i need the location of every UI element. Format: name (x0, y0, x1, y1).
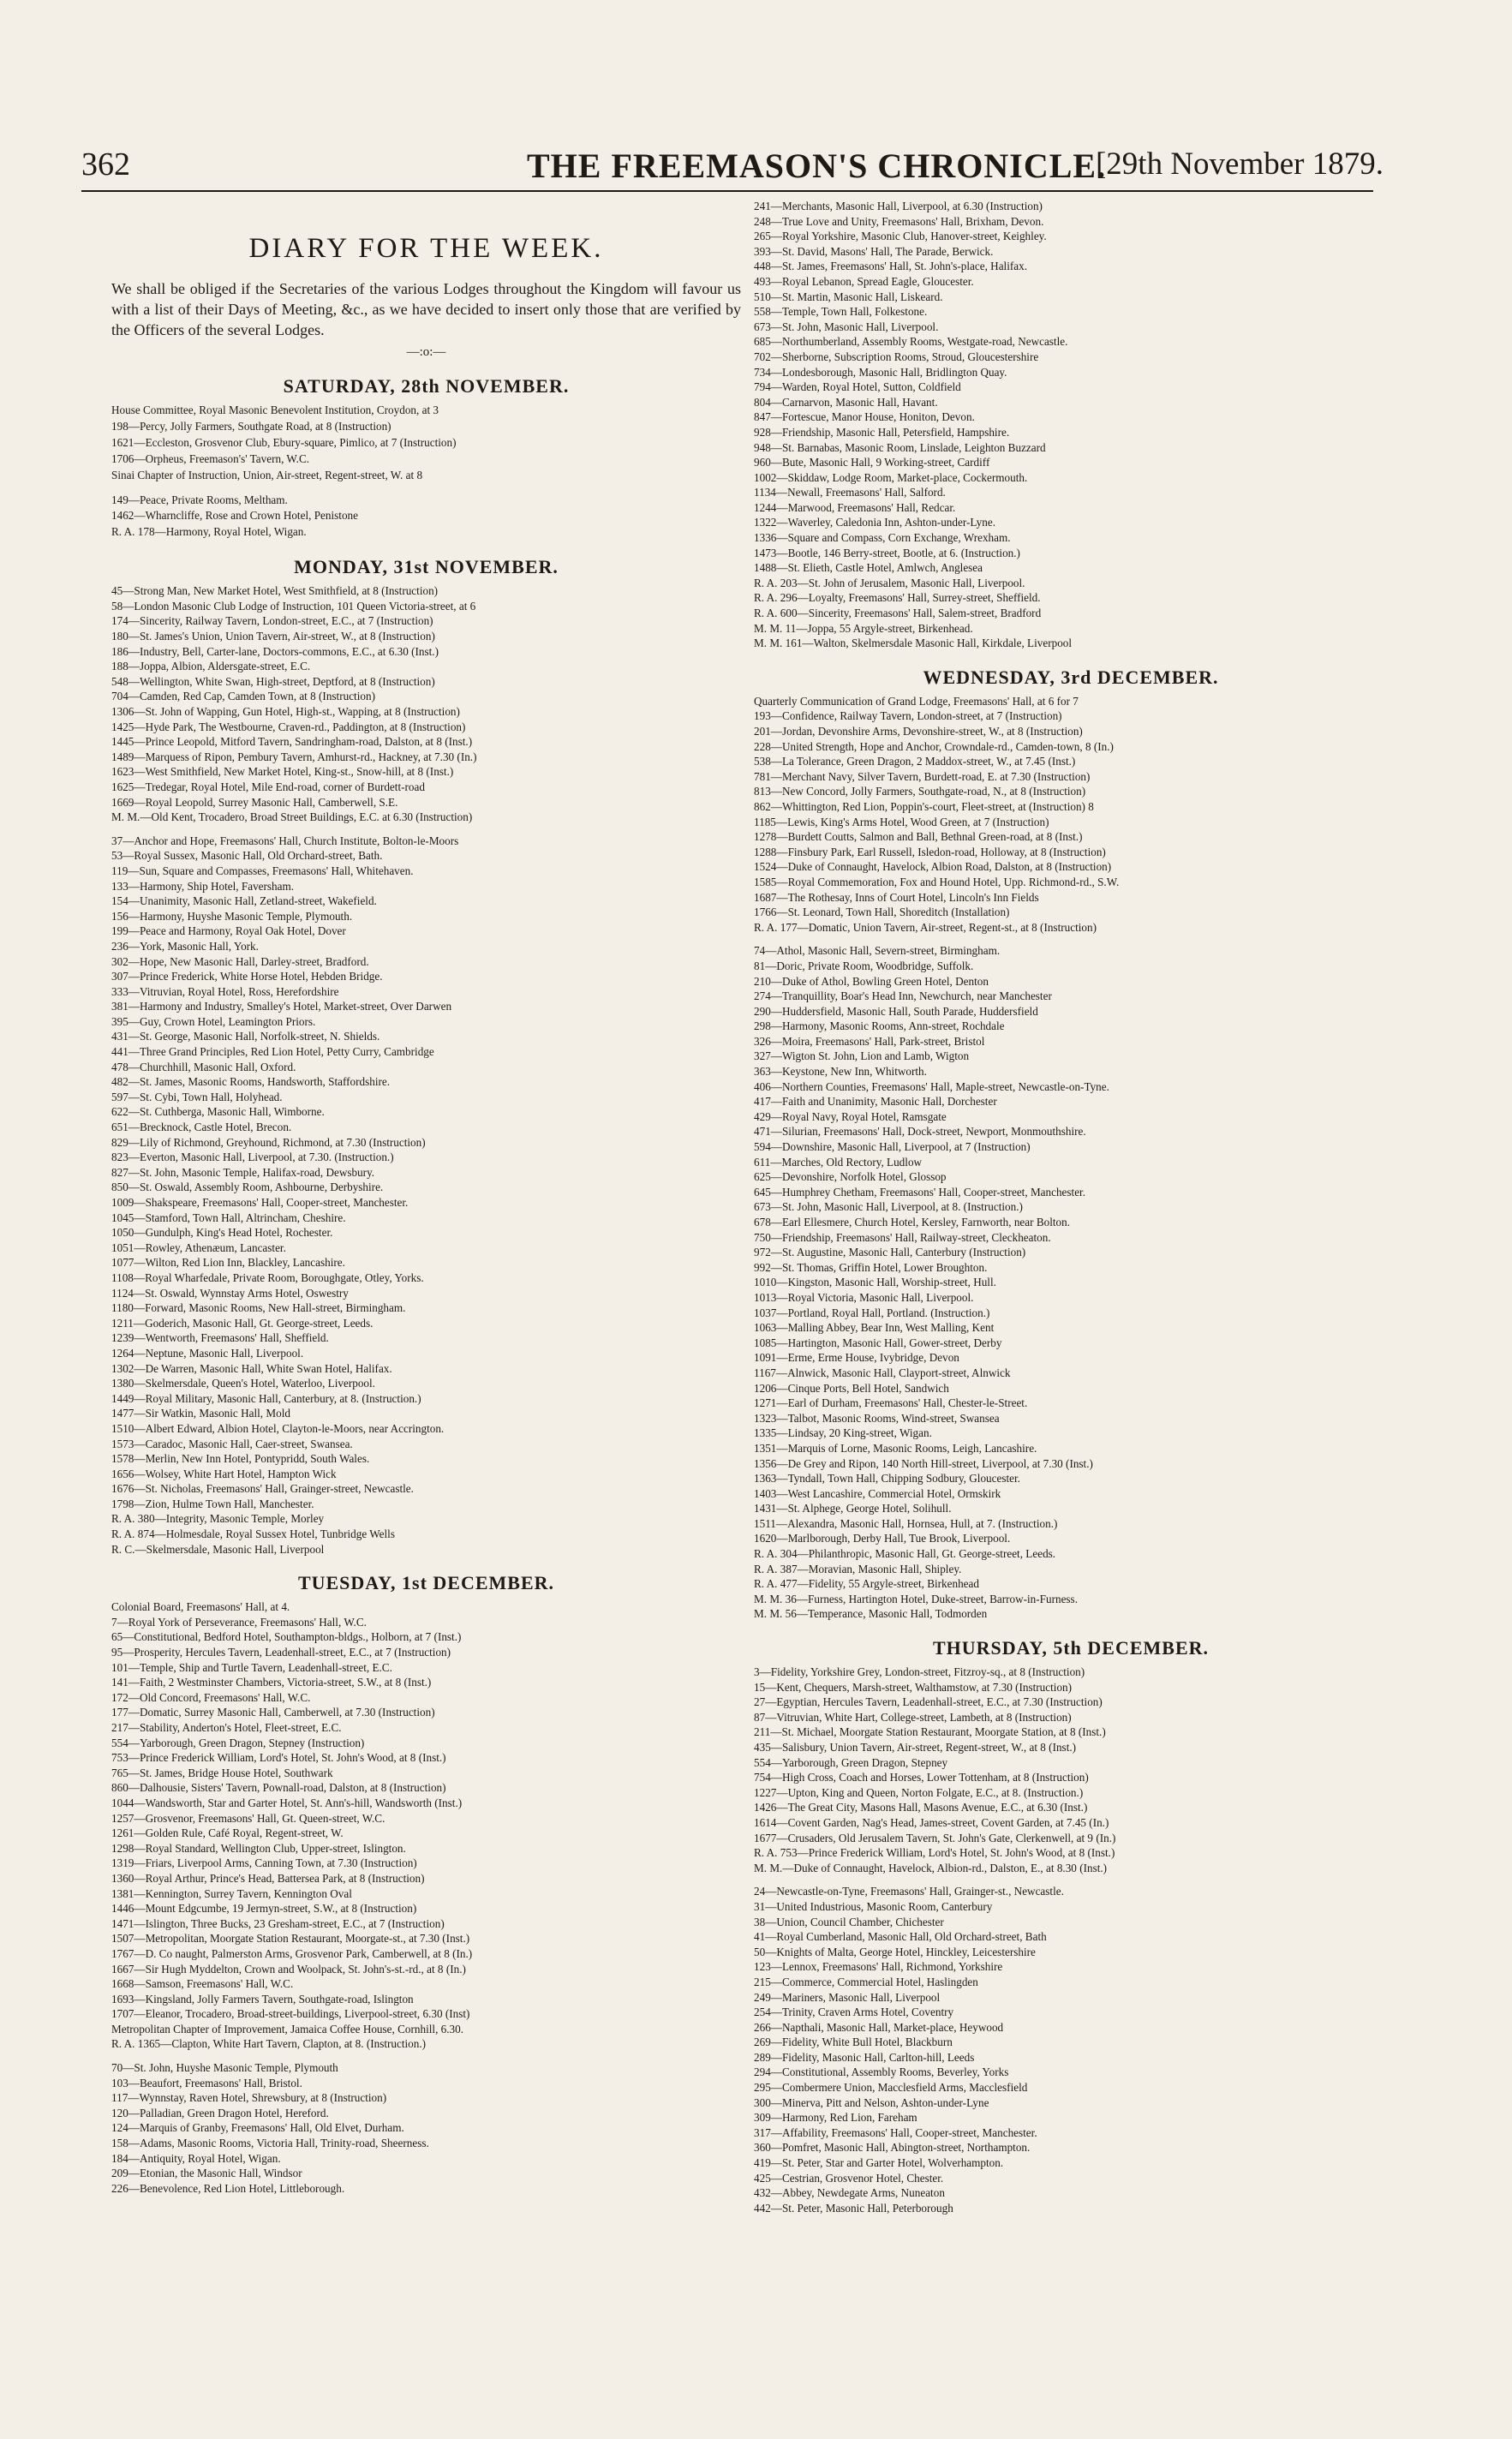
lodge-entry: 972—St. Augustine, Masonic Hall, Canterbury (Instruction) (754, 1246, 1026, 1259)
lodge-entry: 1108—Royal Wharfedale, Private Room, Boroughgate, Otley, Yorks. (111, 1270, 424, 1284)
lodge-entry: 850—St. Oswald, Assembly Room, Ashbourne, Derbyshire. (111, 1181, 384, 1194)
lodge-entry: 1010—Kingston, Masonic Hall, Worship-street, Hull. (754, 1276, 996, 1289)
lodge-entry: 290—Huddersfield, Masonic Hall, South Parade, Huddersfield (754, 1004, 1038, 1018)
lodge-entry: R. A. 380—Integrity, Masonic Temple, Morley (111, 1512, 325, 1526)
lodge-entry: 38—Union, Council Chamber, Chichester (754, 1915, 944, 1928)
right-column (754, 199, 1388, 2413)
lodge-entry: 363—Keystone, New Inn, Whitworth. (754, 1065, 927, 1079)
lodge-entry: 177—Domatic, Surrey Masonic Hall, Camberwell, at 7.30 (Instruction) (111, 1706, 435, 1719)
lodge-entry: R. A. 296—Loyalty, Freemasons' Hall, Surrey-street, Sheffield. (754, 591, 1041, 605)
lodge-entry: 381—Harmony and Industry, Smalley's Hotel, Market-street, Over Darwen (111, 1000, 452, 1013)
lodge-entry: 406—Northern Counties, Freemasons' Hall, Maple-street, Newcastle-on-Tyne. (754, 1079, 1109, 1093)
lodge-entry: 1462—Wharncliffe, Rose and Crown Hotel, Penistone (111, 509, 358, 523)
lodge-entry: 804—Carnarvon, Masonic Hall, Havant. (754, 395, 938, 409)
lodge-entry: 298—Harmony, Masonic Rooms, Ann-street, Rochdale (754, 1019, 1005, 1033)
lodge-entry: Metropolitan Chapter of Improvement, Jamaica Coffee House, Cornhill, 6.30. (111, 2022, 464, 2035)
lodge-entry: 1446—Mount Edgcumbe, 19 Jermyn-street, S.W., at 8 (Instruction) (111, 1902, 417, 1916)
lodge-entry: 241—Merchants, Masonic Hall, Liverpool, at 6.30 (Instruction) (754, 200, 1043, 212)
lodge-entry: R. A. 203—St. John of Jerusalem, Masonic Hall, Liverpool. (754, 576, 1025, 589)
lodge-entry: 1471—Islington, Three Bucks, 23 Gresham-street, E.C., at 7 (Instruction) (111, 1916, 445, 1930)
lodge-entry: M. M. 161—Walton, Skelmersdale Masonic Hall, Kirkdale, Liverpool (754, 637, 1073, 650)
lodge-entry: M. M.—Old Kent, Trocadero, Broad Street Buildings, E.C. at 6.30 (Instruction) (111, 810, 473, 824)
lodge-entry: 597—St. Cybi, Town Hall, Holyhead. (111, 1090, 283, 1103)
lodge-entry: 794—Warden, Royal Hotel, Sutton, Coldfield (754, 380, 961, 394)
lodge-entry: 123—Lennox, Freemasons' Hall, Richmond, Yorkshire (754, 1960, 1003, 1974)
lodge-entry: 184—Antiquity, Royal Hotel, Wigan. (111, 2151, 281, 2165)
lodge-entry: 1044—Wandsworth, Star and Garter Hotel, St. Ann's-hill, Wandsworth (Inst.) (111, 1796, 463, 1809)
lodge-entry: 1002—Skiddaw, Lodge Room, Market-place, Cockermouth. (754, 470, 1028, 484)
lodge-entry: 594—Downshire, Masonic Hall, Liverpool, at 7 (Instruction) (754, 1140, 1031, 1154)
lodge-entry: 554—Yarborough, Green Dragon, Stepney (Instruction) (111, 1736, 365, 1749)
lodge-entry: 154—Unanimity, Masonic Hall, Zetland-street, Wakefield. (111, 894, 377, 908)
lodge-entry: 1167—Alnwick, Masonic Hall, Clayport-street, Alnwick (754, 1366, 1011, 1379)
lodge-entry: 309—Harmony, Red Lion, Fareham (754, 2111, 917, 2125)
lodge-entry: 1288—Finsbury Park, Earl Russell, Isledon-road, Holloway, at 8 (Instruction) (754, 845, 1106, 858)
lodge-entry: 1625—Tredegar, Royal Hotel, Mile End-road, corner of Burdett-road (111, 780, 425, 793)
lodge-entry: 172—Old Concord, Freemasons' Hall, W.C. (111, 1690, 311, 1704)
lodge-entry: 1585—Royal Commemoration, Fox and Hound Hotel, Upp. Richmond-rd., S.W. (754, 875, 1120, 888)
lodge-entry: 510—St. Martin, Masonic Hall, Liskeard. (754, 290, 943, 303)
lodge-entry: 186—Industry, Bell, Carter-lane, Doctors-commons, E.C., at 6.30 (Inst.) (111, 644, 439, 658)
lodge-entry: 429—Royal Navy, Royal Hotel, Ramsgate (754, 1109, 947, 1123)
lodge-entry: 81—Doric, Private Room, Woodbridge, Suffolk. (754, 959, 974, 972)
thursday-london-list (754, 1665, 1388, 1875)
lodge-entry: 435—Salisbury, Union Tavern, Air-street, Regent-street, W., at 8 (Inst.) (754, 1741, 1077, 1754)
lodge-entry: 41—Royal Cumberland, Masonic Hall, Old Orchard-street, Bath (754, 1930, 1047, 1944)
lodge-entry: 1669—Royal Leopold, Surrey Masonic Hall, Camberwell, S.E. (111, 795, 398, 809)
tuesday-continued-list (754, 199, 1388, 651)
lodge-entry: 1037—Portland, Royal Hall, Portland. (Instruction.) (754, 1306, 990, 1319)
lodge-entry: 1051—Rowley, Athenæum, Lancaster. (111, 1240, 286, 1254)
lodge-entry: 1271—Earl of Durham, Freemasons' Hall, Chester-le-Street. (754, 1396, 1028, 1410)
lodge-entry: 289—Fidelity, Masonic Hall, Carlton-hill, Leeds (754, 2050, 975, 2064)
lodge-entry: R. A. 178—Harmony, Royal Hotel, Wigan. (111, 525, 307, 539)
lodge-entry: 1185—Lewis, King's Arms Hotel, Wood Green, at 7 (Instruction) (754, 815, 1049, 828)
lodge-entry: 27—Egyptian, Hercules Tavern, Leadenhall-street, E.C., at 7.30 (Instruction) (754, 1695, 1103, 1709)
lodge-entry: 199—Peace and Harmony, Royal Oak Hotel, Dover (111, 924, 346, 938)
saturday-london-list (111, 403, 741, 484)
lodge-entry: 37—Anchor and Hope, Freemasons' Hall, Church Institute, Bolton-le-Moors (111, 834, 459, 847)
lodge-entry: House Committee, Royal Masonic Benevolent Institution, Croydon, at 3 (111, 404, 439, 416)
lodge-entry: 992—St. Thomas, Griffin Hotel, Lower Broughton. (754, 1260, 988, 1274)
lodge-entry: 558—Temple, Town Hall, Folkestone. (754, 305, 928, 319)
lodge-entry: 58—London Masonic Club Lodge of Instruction, 101 Queen Victoria-street, at 6 (111, 599, 476, 613)
lodge-entry: 3—Fidelity, Yorkshire Grey, London-street, Fitzroy-sq., at 8 (Instruction) (754, 1665, 1085, 1679)
lodge-entry: 827—St. John, Masonic Temple, Halifax-road, Dewsbury. (111, 1165, 375, 1179)
lodge-entry: 1335—Lindsay, 20 King-street, Wigan. (754, 1426, 932, 1440)
lodge-entry: 1426—The Great City, Masons Hall, Masons Avenue, E.C., at 6.30 (Inst.) (754, 1801, 1088, 1814)
lodge-entry: 274—Tranquillity, Boar's Head Inn, Newchurch, near Manchester (754, 989, 1052, 1003)
lodge-entry: 823—Everton, Masonic Hall, Liverpool, at 7.30. (Instruction.) (111, 1151, 394, 1164)
lodge-entry: 1264—Neptune, Masonic Hall, Liverpool. (111, 1346, 304, 1360)
lodge-entry: 1319—Friars, Liverpool Arms, Canning Town, at 7.30 (Instruction) (111, 1856, 417, 1870)
lodge-entry: 1050—Gundulph, King's Head Hotel, Rochester. (111, 1226, 333, 1240)
lodge-entry: 124—Marquis of Granby, Freemasons' Hall, Old Elvet, Durham. (111, 2121, 404, 2135)
lodge-entry: 269—Fidelity, White Bull Hotel, Blackburn (754, 2035, 953, 2049)
lodge-entry: 1507—Metropolitan, Moorgate Station Restaurant, Moorgate-st., at 7.30 (Inst.) (111, 1932, 470, 1946)
lodge-entry: 266—Napthali, Masonic Hall, Market-place, Heywood (754, 2020, 1004, 2034)
lodge-entry: 734—Londesborough, Masonic Hall, Bridlington Quay. (754, 365, 1007, 379)
lodge-entry: Colonial Board, Freemasons' Hall, at 4. (111, 1600, 290, 1614)
lodge-entry: 248—True Love and Unity, Freemasons' Hall, Brixham, Devon. (754, 214, 1044, 228)
lodge-entry: 538—La Tolerance, Green Dragon, 2 Maddox-street, W., at 7.45 (Inst.) (754, 755, 1076, 768)
lodge-entry: 1363—Tyndall, Town Hall, Chipping Sodbury, Gloucester. (754, 1472, 1020, 1486)
lodge-entry: 1045—Stamford, Town Hall, Altrincham, Cheshire. (111, 1211, 346, 1224)
saturday-provincial-list (111, 493, 741, 541)
lodge-entry: 211—St. Michael, Moorgate Station Restaurant, Moorgate Station, at 8 (Inst.) (754, 1725, 1106, 1739)
lodge-entry: 1706—Orpheus, Freemason's' Tavern, W.C. (111, 451, 310, 465)
lodge-entry: 471—Silurian, Freemasons' Hall, Dock-street, Newport, Monmouthshire. (754, 1125, 1086, 1139)
lodge-entry: 448—St. James, Freemasons' Hall, St. John's-place, Halifax. (754, 260, 1028, 273)
lodge-entry: 750—Friendship, Freemasons' Hall, Railway-street, Cleckheaton. (754, 1230, 1051, 1244)
lodge-entry: 1524—Duke of Connaught, Havelock, Albion Road, Dalston, at 8 (Instruction) (754, 860, 1112, 874)
lodge-entry: 1656—Wolsey, White Hart Hotel, Hampton Wick (111, 1467, 337, 1480)
lodge-entry: 395—Guy, Crown Hotel, Leamington Priors. (111, 1014, 316, 1028)
lodge-entry: 119—Sun, Square and Compasses, Freemasons' Hall, Whitehaven. (111, 864, 414, 877)
lodge-entry: 1431—St. Alphege, George Hotel, Solihull. (754, 1502, 952, 1515)
lodge-entry: 201—Jordan, Devonshire Arms, Devonshire-street, W., at 8 (Instruction) (754, 725, 1083, 738)
lodge-entry: 307—Prince Frederick, White Horse Hotel, Hebden Bridge. (111, 970, 383, 983)
lodge-entry: 493—Royal Lebanon, Spread Eagle, Gloucester. (754, 274, 974, 288)
lodge-entry: 265—Royal Yorkshire, Masonic Club, Hanover-street, Keighley. (754, 230, 1047, 243)
lodge-entry: 611—Marches, Old Rectory, Ludlow (754, 1155, 923, 1169)
lodge-entry: 678—Earl Ellesmere, Church Hotel, Kersley, Farnworth, near Bolton. (754, 1216, 1071, 1228)
lodge-entry: 1623—West Smithfield, New Market Hotel, King-st., Snow-hill, at 8 (Inst.) (111, 765, 454, 779)
lodge-entry: 1767—D. Co naught, Palmerston Arms, Grosvenor Park, Camberwell, at 8 (In.) (111, 1946, 473, 1960)
lodge-entry: 1380—Skelmersdale, Queen's Hotel, Waterloo, Liverpool. (111, 1377, 375, 1390)
lodge-entry: 1693—Kingsland, Jolly Farmers Tavern, Southgate-road, Islington (111, 1992, 414, 2006)
lodge-entry: 1322—Waverley, Caledonia Inn, Ashton-under-Lyne. (754, 516, 996, 529)
lodge-entry: M. M. 56—Temperance, Masonic Hall, Todmorden (754, 1607, 988, 1621)
lodge-entry: 393—St. David, Masons' Hall, The Parade, Berwick. (754, 244, 994, 258)
lodge-entry: 482—St. James, Masonic Rooms, Handsworth, Staffordshire. (111, 1075, 391, 1089)
lodge-entry: 1766—St. Leonard, Town Hall, Shoreditch (Installation) (754, 906, 1010, 919)
lodge-entry: 53—Royal Sussex, Masonic Hall, Old Orchard-street, Bath. (111, 849, 383, 863)
lodge-entry: 754—High Cross, Coach and Horses, Lower Tottenham, at 8 (Instruction) (754, 1771, 1089, 1784)
lodge-entry: 254—Trinity, Craven Arms Hotel, Coventry (754, 2006, 954, 2019)
lodge-entry: 1620—Marlborough, Derby Hall, Tue Brook, Liverpool. (754, 1532, 1011, 1545)
lodge-entry: 133—Harmony, Ship Hotel, Faversham. (111, 879, 295, 893)
lodge-entry: 702—Sherborne, Subscription Rooms, Stroud, Gloucestershire (754, 350, 1039, 363)
lodge-entry: 829—Lily of Richmond, Greyhound, Richmond, at 7.30 (Instruction) (111, 1135, 426, 1149)
lodge-entry: 193—Confidence, Railway Tavern, London-street, at 7 (Instruction) (754, 709, 1062, 723)
lodge-entry: 673—St. John, Masonic Hall, Liverpool, at 8. (Instruction.) (754, 1200, 1023, 1214)
lodge-entry: 1707—Eleanor, Trocadero, Broad-street-buildings, Liverpool-street, 6.30 (Inst) (111, 2007, 470, 2021)
lodge-entry: R. C.—Skelmersdale, Masonic Hall, Liverpool (111, 1542, 325, 1556)
lodge-entry: 174—Sincerity, Railway Tavern, London-street, E.C., at 7 (Instruction) (111, 614, 433, 628)
lodge-entry: 1449—Royal Military, Masonic Hall, Canterbury, at 8. (Instruction.) (111, 1391, 421, 1405)
lodge-entry: 1180—Forward, Masonic Rooms, New Hall-street, Birmingham. (111, 1301, 406, 1315)
lodge-entry: 847—Fortescue, Manor House, Honiton, Devon. (754, 410, 975, 424)
lodge-entry: 948—St. Barnabas, Masonic Room, Linslade, Leighton Buzzard (754, 440, 1046, 454)
lodge-entry: 478—Churchhill, Masonic Hall, Oxford. (111, 1060, 296, 1073)
lodge-entry: 548—Wellington, White Swan, High-street, Deptford, at 8 (Instruction) (111, 674, 435, 688)
lodge-entry: 74—Athol, Masonic Hall, Severn-street, Birmingham. (754, 944, 1001, 958)
lodge-entry: 1489—Marquess of Ripon, Pembury Tavern, Amhurst-rd., Hackney, at 7.30 (In.) (111, 750, 477, 763)
separator: —:o:— (406, 345, 446, 359)
lodge-entry: R. A. 1365—Clapton, White Hart Tavern, Clapton, at 8. (Instruction.) (111, 2037, 427, 2051)
lodge-entry: 1323—Talbot, Masonic Rooms, Wind-street, Swansea (754, 1411, 1000, 1425)
lodge-entry: 101—Temple, Ship and Turtle Tavern, Leadenhall-street, E.C. (111, 1660, 392, 1674)
lodge-entry: 50—Knights of Malta, George Hotel, Hinckley, Leicestershire (754, 1945, 1036, 1958)
lodge-entry: 1403—West Lancashire, Commercial Hotel, Ormskirk (754, 1486, 1001, 1500)
lodge-entry: 7—Royal York of Perseverance, Freemasons' Hall, W.C. (111, 1615, 367, 1629)
lodge-entry: 645—Humphrey Chetham, Freemasons' Hall, Cooper-street, Manchester. (754, 1185, 1086, 1199)
lodge-entry: 326—Moira, Freemasons' Hall, Park-street, Bristol (754, 1034, 985, 1048)
lodge-entry: 1077—Wilton, Red Lion Inn, Blackley, Lancashire. (111, 1256, 345, 1270)
lodge-entry: R. A. 874—Holmesdale, Royal Sussex Hotel, Tunbridge Wells (111, 1527, 395, 1541)
lodge-entry: 360—Pomfret, Masonic Hall, Abington-street, Northampton. (754, 2141, 1031, 2155)
lodge-entry: 24—Newcastle-on-Tyne, Freemasons' Hall, Grainger-st., Newcastle. (754, 1885, 1064, 1898)
publication-title: THE FREEMASON'S CHRONICLE. (527, 146, 1107, 185)
lodge-entry: 249—Mariners, Masonic Hall, Liverpool (754, 1990, 941, 2004)
lodge-entry: 419—St. Peter, Star and Garter Hotel, Wolverhampton. (754, 2156, 1004, 2170)
lodge-entry: 1351—Marquis of Lorne, Masonic Rooms, Leigh, Lancashire. (754, 1441, 1037, 1455)
lodge-entry: 120—Palladian, Green Dragon Hotel, Hereford. (111, 2106, 329, 2119)
left-column (111, 199, 741, 2413)
lodge-entry: 209—Etonian, the Masonic Hall, Windsor (111, 2167, 302, 2180)
lodge-entry: 1676—St. Nicholas, Freemasons' Hall, Grainger-street, Newcastle. (111, 1482, 414, 1496)
wednesday-provincial-list (754, 943, 1388, 1622)
lodge-entry: 1336—Square and Compass, Corn Exchange, Wrexham. (754, 531, 1011, 545)
lodge-entry: 862—Whittington, Red Lion, Poppin's-court, Fleet-street, at (Instruction) 8 (754, 799, 1094, 813)
lodge-entry: 1381—Kennington, Surrey Tavern, Kennington Oval (111, 1886, 352, 1900)
lodge-entry: 442—St. Peter, Masonic Hall, Peterborough (754, 2201, 953, 2215)
lodge-entry: 1091—Erme, Erme House, Ivybridge, Devon (754, 1351, 959, 1365)
lodge-entry: 432—Abbey, Newdegate Arms, Nuneaton (754, 2186, 945, 2200)
lodge-entry: 300—Minerva, Pitt and Nelson, Ashton-under-Lyne (754, 2095, 989, 2109)
page-header (81, 146, 1384, 188)
lodge-entry: 1488—St. Elieth, Castle Hotel, Amlwch, Anglesea (754, 561, 983, 575)
lodge-entry: 188—Joppa, Albion, Aldersgate-street, E.C. (111, 660, 311, 673)
lodge-entry: 685—Northumberland, Assembly Rooms, Westgate-road, Newcastle. (754, 335, 1068, 349)
lodge-entry: 1124—St. Oswald, Wynnstay Arms Hotel, Oswestry (111, 1286, 349, 1300)
lodge-entry: 622—St. Cuthberga, Masonic Hall, Wimborne. (111, 1105, 325, 1119)
lodge-entry: 1298—Royal Standard, Wellington Club, Upper-street, Islington. (111, 1841, 406, 1855)
lodge-entry: 1009—Shakspeare, Freemasons' Hall, Cooper-street, Manchester. (111, 1196, 409, 1209)
tuesday-provincial-list (111, 2060, 741, 2196)
lodge-entry: 333—Vitruvian, Royal Hotel, Ross, Herefordshire (111, 984, 339, 998)
lodge-entry: 554—Yarborough, Green Dragon, Stepney (754, 1755, 948, 1769)
lodge-entry: 141—Faith, 2 Westminster Chambers, Victoria-street, S.W., at 8 (Inst.) (111, 1676, 432, 1689)
lodge-entry: 1667—Sir Hugh Myddelton, Crown and Woolpack, St. John's-st.-rd., at 8 (In.) (111, 1962, 466, 1976)
day-heading-saturday: SATURDAY, 28th NOVEMBER. (283, 375, 570, 397)
lodge-entry: 294—Constitutional, Assembly Rooms, Beverley, Yorks (754, 2065, 1009, 2079)
lodge-entry: 1614—Covent Garden, Nag's Head, James-street, Covent Garden, at 7.45 (In.) (754, 1815, 1109, 1829)
lodge-entry: 103—Beaufort, Freemasons' Hall, Bristol. (111, 2076, 302, 2089)
lodge-entry: 431—St. George, Masonic Hall, Norfolk-street, N. Shields. (111, 1030, 380, 1043)
lodge-entry: 960—Bute, Masonic Hall, 9 Working-street, Cardiff (754, 456, 990, 469)
monday-london-list (111, 583, 741, 825)
lodge-entry: 928—Friendship, Masonic Hall, Petersfield, Hampshire. (754, 425, 1010, 439)
lodge-entry: 1573—Caradoc, Masonic Hall, Caer-street, Swansea. (111, 1437, 353, 1450)
lodge-entry: 417—Faith and Unanimity, Masonic Hall, Dorchester (754, 1095, 997, 1109)
lodge-entry: 217—Stability, Anderton's Hotel, Fleet-street, E.C. (111, 1721, 342, 1734)
lodge-entry: M. M.—Duke of Connaught, Havelock, Albion-rd., Dalston, E., at 8.30 (Inst.) (754, 1861, 1108, 1874)
lodge-entry: 1306—St. John of Wapping, Gun Hotel, High-st., Wapping, at 8 (Instruction) (111, 705, 460, 718)
lodge-entry: 1227—Upton, King and Queen, Norton Folgate, E.C., at 8. (Instruction.) (754, 1785, 1084, 1799)
lodge-entry: R. A. 477—Fidelity, 55 Argyle-street, Birkenhead (754, 1577, 979, 1591)
lodge-entry: 302—Hope, New Masonic Hall, Darley-street, Bradford. (111, 954, 369, 968)
lodge-entry: 1302—De Warren, Masonic Hall, White Swan Hotel, Halifax. (111, 1361, 392, 1375)
lodge-entry: 1356—De Grey and Ripon, 140 North Hill-street, Liverpool, at 7.30 (Inst.) (754, 1456, 1093, 1470)
lodge-entry: 1085—Hartington, Masonic Hall, Gower-street, Derby (754, 1336, 1002, 1349)
day-heading-thursday: THURSDAY, 5th DECEMBER. (932, 1637, 1210, 1659)
lodge-entry: 156—Harmony, Huyshe Masonic Temple, Plymouth. (111, 909, 353, 923)
lodge-entry: 1445—Prince Leopold, Mitford Tavern, Sandringham-road, Dalston, at 8 (Inst.) (111, 735, 473, 749)
lodge-entry: 327—Wigton St. John, Lion and Lamb, Wigton (754, 1049, 970, 1063)
lodge-entry: M. M. 36—Furness, Hartington Hotel, Duke-street, Barrow-in-Furness. (754, 1592, 1078, 1605)
lodge-entry: 813—New Concord, Jolly Farmers, Southgate-road, N., at 8 (Instruction) (754, 785, 1086, 798)
lodge-entry: 1206—Cinque Ports, Bell Hotel, Sandwich (754, 1381, 949, 1395)
lodge-entry: 1510—Albert Edward, Albion Hotel, Clayton-le-Moors, near Accrington. (111, 1421, 445, 1435)
lodge-entry: 753—Prince Frederick William, Lord's Hotel, St. John's Wood, at 8 (Inst.) (111, 1751, 446, 1765)
lodge-entry: 198—Percy, Jolly Farmers, Southgate Road, at 8 (Instruction) (111, 419, 391, 433)
lodge-entry: 425—Cestrian, Grosvenor Hotel, Chester. (754, 2171, 944, 2185)
lodge-entry: 765—St. James, Bridge House Hotel, Southwark (111, 1766, 333, 1779)
lodge-entry: R. A. 177—Domatic, Union Tavern, Air-street, Regent-st., at 8 (Instruction) (754, 920, 1097, 934)
header-rule (81, 190, 1373, 192)
page-number: 362 (81, 146, 130, 182)
lodge-entry: 1211—Goderich, Masonic Hall, Gt. George-street, Leeds. (111, 1316, 374, 1330)
wednesday-london-list (754, 694, 1388, 936)
lodge-entry: 1261—Golden Rule, Café Royal, Regent-street, W. (111, 1826, 344, 1840)
lodge-entry: 1278—Burdett Coutts, Salmon and Ball, Bethnal Green-road, at 8 (Inst.) (754, 830, 1083, 844)
lodge-entry: 65—Constitutional, Bedford Hotel, Southampton-bldgs., Holborn, at 7 (Inst.) (111, 1630, 462, 1644)
day-heading-monday: MONDAY, 31st NOVEMBER. (294, 556, 559, 578)
lodge-entry: 651—Brecknock, Castle Hotel, Brecon. (111, 1121, 292, 1134)
monday-provincial-list (111, 834, 741, 1557)
issue-date: [29th November 1879. (1095, 146, 1384, 182)
lodge-entry: M. M. 11—Joppa, 55 Argyle-street, Birkenhead. (754, 621, 973, 635)
lodge-entry: 1473—Bootle, 146 Berry-street, Bootle, at 6. (Instruction.) (754, 546, 1020, 559)
lodge-entry: 441—Three Grand Principles, Red Lion Hotel, Petty Curry, Cambridge (111, 1045, 434, 1059)
lodge-entry: 1477—Sir Watkin, Masonic Hall, Mold (111, 1407, 290, 1420)
lodge-entry: 228—United Strength, Hope and Anchor, Crowndale-rd., Camden-town, 8 (In.) (754, 739, 1114, 753)
lodge-entry: 1257—Grosvenor, Freemasons' Hall, Gt. Queen-street, W.C. (111, 1811, 385, 1825)
lodge-entry: 1063—Malling Abbey, Bear Inn, West Malling, Kent (754, 1321, 995, 1335)
lodge-entry: 860—Dalhousie, Sisters' Tavern, Pownall-road, Dalston, at 8 (Instruction) (111, 1781, 446, 1795)
diary-title: DIARY FOR THE WEEK. (248, 233, 604, 264)
lodge-entry: 180—St. James's Union, Union Tavern, Air-street, W., at 8 (Instruction) (111, 630, 435, 643)
lodge-entry: 236—York, Masonic Hall, York. (111, 939, 259, 953)
lodge-entry: 15—Kent, Chequers, Marsh-street, Walthamstow, at 7.30 (Instruction) (754, 1680, 1073, 1694)
day-heading-tuesday: TUESDAY, 1st DECEMBER. (297, 1572, 555, 1594)
lodge-entry: 210—Duke of Athol, Bowling Green Hotel, Denton (754, 974, 989, 988)
lodge-entry: 31—United Industrious, Masonic Room, Canterbury (754, 1899, 993, 1913)
lodge-entry: R. A. 387—Moravian, Masonic Hall, Shipley. (754, 1562, 962, 1575)
lodge-entry: 1668—Samson, Freemasons' Hall, W.C. (111, 1977, 294, 1991)
lodge-entry: 1360—Royal Arthur, Prince's Head, Battersea Park, at 8 (Instruction) (111, 1871, 425, 1885)
tuesday-london-list (111, 1599, 741, 2052)
lodge-entry: 70—St. John, Huyshe Masonic Temple, Plymouth (111, 2061, 338, 2075)
lodge-entry: R. A. 304—Philanthropic, Masonic Hall, Gt. George-street, Leeds. (754, 1547, 1056, 1561)
lodge-entry: 95—Prosperity, Hercules Tavern, Leadenhall-street, E.C., at 7 (Instruction) (111, 1646, 451, 1659)
lodge-entry: 1013—Royal Victoria, Masonic Hall, Liverpool. (754, 1290, 974, 1304)
lodge-entry: 1134—Newall, Freemasons' Hall, Salford. (754, 486, 946, 499)
lodge-entry: 704—Camden, Red Cap, Camden Town, at 8 (Instruction) (111, 690, 375, 703)
day-heading-wednesday: WEDNESDAY, 3rd DECEMBER. (923, 666, 1219, 688)
lodge-entry: 673—St. John, Masonic Hall, Liverpool. (754, 320, 939, 333)
lodge-entry: 1677—Crusaders, Old Jerusalem Tavern, St. John's Gate, Clerkenwell, at 9 (In.) (754, 1831, 1116, 1844)
lodge-entry: R. A. 600—Sincerity, Freemasons' Hall, Salem-street, Bradford (754, 607, 1042, 620)
lodge-entry: Sinai Chapter of Instruction, Union, Air-street, Regent-street, W. at 8 (111, 468, 423, 481)
thursday-provincial-list (754, 1884, 1388, 2215)
lodge-entry: 1798—Zion, Hulme Town Hall, Manchester. (111, 1497, 314, 1510)
lodge-entry: 1239—Wentworth, Freemasons' Hall, Sheffield. (111, 1331, 329, 1345)
lodge-entry: Quarterly Communication of Grand Lodge, Freemasons' Hall, at 6 for 7 (754, 694, 1079, 708)
lodge-entry: 1578—Merlin, New Inn Hotel, Pontypridd, South Wales. (111, 1452, 370, 1466)
lodge-entry: 1511—Alexandra, Masonic Hall, Hornsea, Hull, at 7. (Instruction.) (754, 1516, 1058, 1530)
lodge-entry: 625—Devonshire, Norfolk Hotel, Glossop (754, 1170, 947, 1184)
lodge-entry: 1687—The Rothesay, Inns of Court Hotel, Lincoln's Inn Fields (754, 890, 1039, 904)
lodge-entry: 295—Combermere Union, Macclesfield Arms, Macclesfield (754, 2081, 1028, 2095)
lodge-entry: 226—Benevolence, Red Lion Hotel, Littleborough. (111, 2181, 345, 2195)
lodge-entry: 45—Strong Man, New Market Hotel, West Smithfield, at 8 (Instruction) (111, 584, 439, 598)
lodge-entry: R. A. 753—Prince Frederick William, Lord's Hotel, St. John's Wood, at 8 (Inst.) (754, 1846, 1115, 1860)
lodge-entry: 781—Merchant Navy, Silver Tavern, Burdett-road, E. at 7.30 (Instruction) (754, 769, 1091, 783)
lodge-entry: 215—Commerce, Commercial Hotel, Haslingden (754, 1975, 978, 1988)
diary-intro: We shall be obliged if the Secretaries of the various Lodges throughout the Kingdom will favour us with a list of their Days of Meeting, &c., as we have decided to insert only those that are verified by the Officers of the several Lodges. (111, 280, 741, 338)
lodge-entry: 1244—Marwood, Freemasons' Hall, Redcar. (754, 500, 956, 514)
lodge-entry: 317—Affability, Freemasons' Hall, Cooper-street, Manchester. (754, 2125, 1037, 2139)
lodge-entry: 87—Vitruvian, White Hart, College-street, Lambeth, at 8 (Instruction) (754, 1710, 1072, 1724)
lodge-entry: 1621—Eccleston, Grosvenor Club, Ebury-square, Pimlico, at 7 (Instruction) (111, 435, 457, 449)
lodge-entry: 149—Peace, Private Rooms, Meltham. (111, 493, 288, 506)
lodge-entry: 1425—Hyde Park, The Westbourne, Craven-rd., Paddington, at 8 (Instruction) (111, 720, 466, 733)
lodge-entry: 117—Wynnstay, Raven Hotel, Shrewsbury, at 8 (Instruction) (111, 2091, 387, 2105)
lodge-entry: 158—Adams, Masonic Rooms, Victoria Hall, Trinity-road, Sheerness. (111, 2137, 429, 2150)
